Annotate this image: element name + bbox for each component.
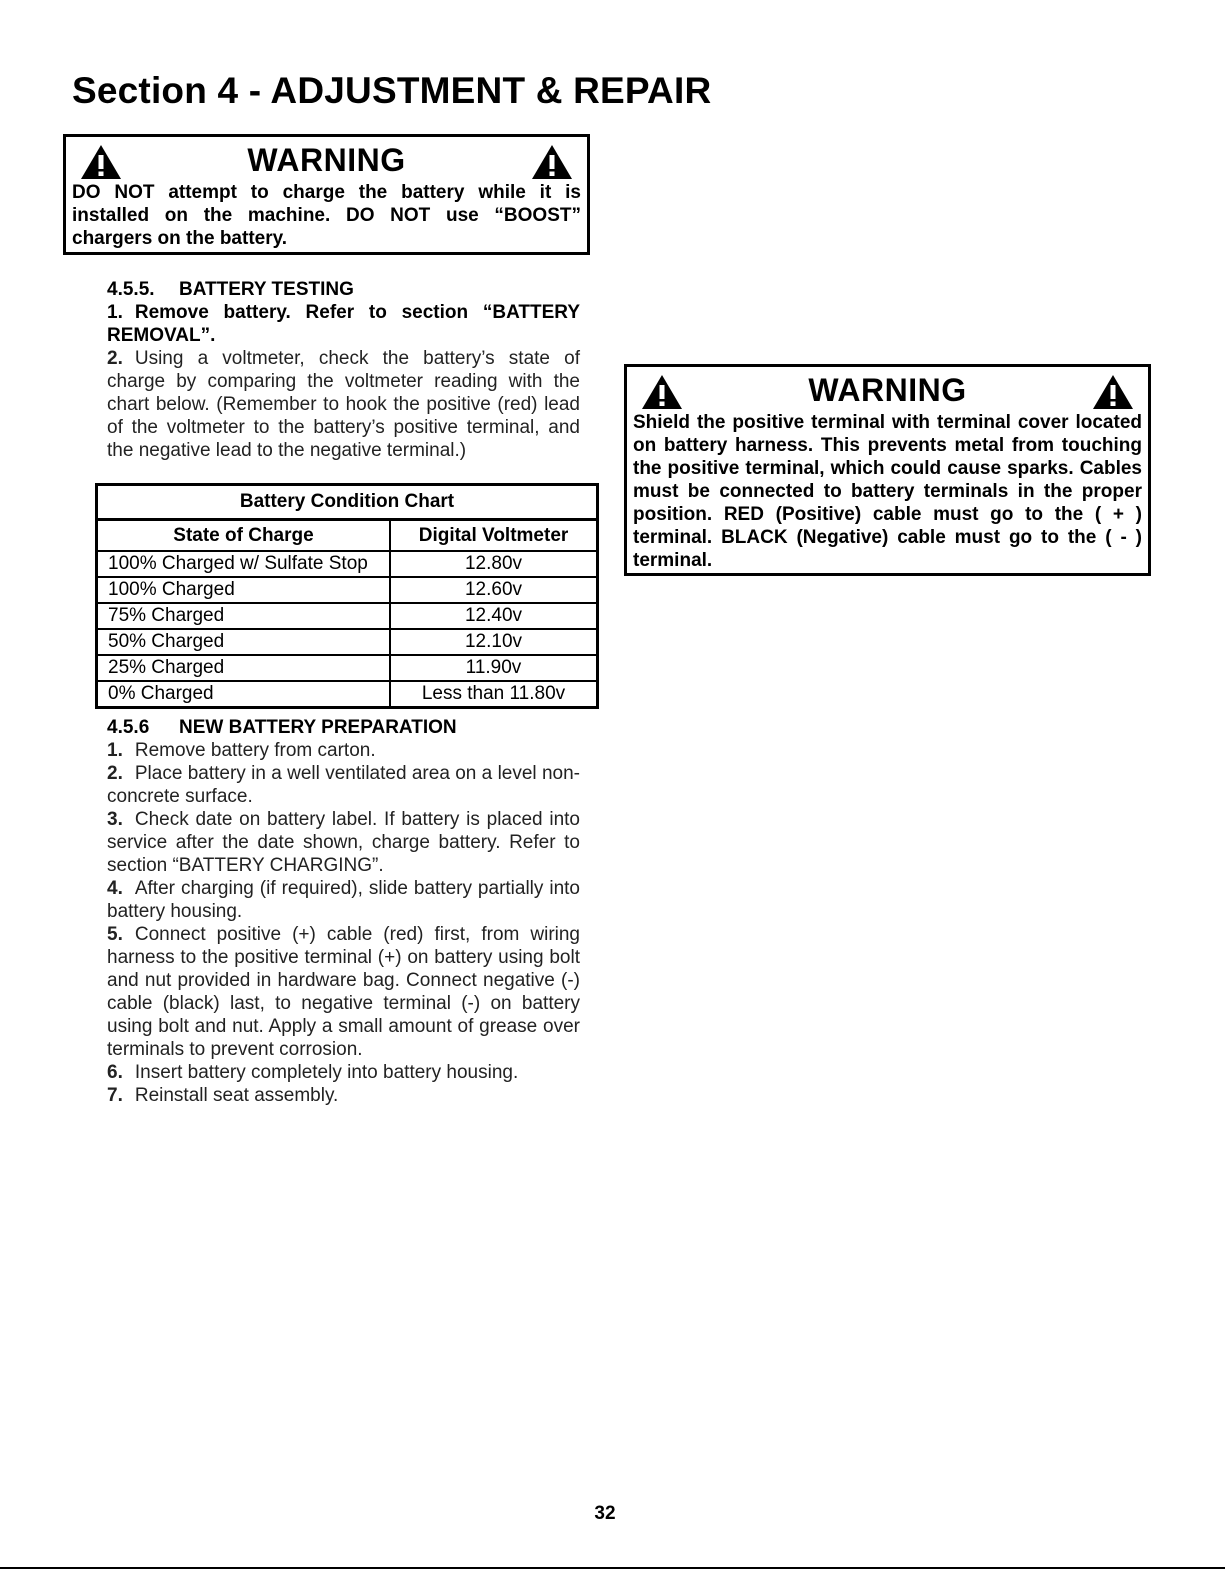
battery-condition-table (98, 486, 596, 706)
warning-triangle-icon (80, 144, 122, 180)
step-item (107, 1061, 580, 1084)
battery-condition-chart (95, 483, 599, 709)
step-item (107, 762, 580, 808)
step-item (107, 1084, 580, 1107)
step-item (107, 808, 580, 877)
step-number: 1. (107, 740, 123, 761)
step-text: Using a voltmeter, check the battery’s state of charge by comparing the voltmeter reading with the chart below. (Remember to hook the positive (red) lead of the voltmeter to the battery’s positive terminal, and the negative lead to the negative terminal.) (107, 348, 580, 461)
voltage-cell: 12.10v (390, 629, 596, 655)
warning-heading: WARNING (808, 372, 967, 408)
step-number: 5. (107, 924, 123, 945)
table-row (98, 655, 596, 681)
section-number: 4.5.6 (107, 717, 150, 738)
warning-triangle-icon (641, 374, 683, 410)
step-number: 4. (107, 878, 123, 899)
state-cell: 50% Charged (98, 629, 390, 655)
step-number: 6. (107, 1062, 123, 1083)
step-text: Place battery in a well ventilated area on a level non-concrete surface. (107, 763, 580, 807)
state-cell: 100% Charged w/ Sulfate Stop (98, 551, 390, 577)
step-number: 2. (107, 348, 123, 369)
battery-testing-section (107, 278, 580, 462)
step-text: Check date on battery label. If battery is placed into service after the date shown, charge battery. Refer to section “BATTERY CHARGING”. (107, 809, 580, 876)
chart-title: Battery Condition Chart (98, 486, 596, 520)
voltage-cell: 12.40v (390, 603, 596, 629)
step-item (107, 923, 580, 1061)
step-text: Connect positive (+) cable (red) first, from wiring harness to the positive terminal (+) on battery using bolt and nut provided in hardware bag. Connect negative (-) cable (black) last, to negative terminal (-) on battery using bolt and nut. Apply a small amount of grease over terminals to prevent corrosion. (107, 924, 580, 1060)
warning-triangle-icon (531, 144, 573, 180)
step-item (107, 739, 580, 762)
section-number: 4.5.5. (107, 279, 155, 300)
step-item (107, 301, 580, 347)
table-row (98, 603, 596, 629)
step-number: 3. (107, 809, 123, 830)
warning-text: DO NOT attempt to charge the battery while it is installed on the machine. DO NOT use “BOOST” chargers on the battery. (72, 182, 581, 249)
table-row (98, 577, 596, 603)
warning-triangle-icon (1092, 374, 1134, 410)
warning-box-charging (63, 134, 590, 255)
step-number: 7. (107, 1085, 123, 1106)
state-cell: 75% Charged (98, 603, 390, 629)
step-number: 1. (107, 302, 123, 323)
column-header: Digital Voltmeter (390, 520, 596, 552)
bottom-divider (0, 1567, 1225, 1569)
step-text: Remove battery. Refer to section “BATTERY REMOVAL”. (107, 302, 580, 346)
state-cell: 0% Charged (98, 681, 390, 706)
state-cell: 100% Charged (98, 577, 390, 603)
step-text: Reinstall seat assembly. (134, 1085, 339, 1106)
voltage-cell: 12.60v (390, 577, 596, 603)
warning-header (72, 137, 581, 181)
page-number: 32 (594, 1503, 616, 1524)
warning-text: Shield the positive terminal with terminal cover located on battery harness. This prevents metal from touching the positive terminal, which could cause sparks. Cables must be connected to battery terminals in the proper position. RED (Positive) cable must go to the ( + ) terminal. BLACK (Negative) cable must go to the ( - ) terminal. (633, 412, 1142, 571)
section-heading (107, 716, 580, 739)
column-header: State of Charge (98, 520, 390, 552)
table-row (98, 681, 596, 706)
warning-box-terminal (624, 364, 1151, 576)
table-row (98, 629, 596, 655)
new-battery-section (107, 716, 580, 1107)
warning-heading: WARNING (247, 142, 406, 178)
step-text: Insert battery completely into battery housing. (134, 1062, 519, 1083)
table-row (98, 551, 596, 577)
page-title: Section 4 - ADJUSTMENT & REPAIR (72, 70, 712, 111)
section-title: NEW BATTERY PREPARATION (179, 717, 457, 738)
step-number: 2. (107, 763, 123, 784)
voltage-cell: Less than 11.80v (421, 683, 566, 704)
voltage-cell: 12.80v (390, 551, 596, 577)
section-title: BATTERY TESTING (179, 279, 354, 300)
section-heading (107, 278, 580, 301)
step-text: After charging (if required), slide battery partially into battery housing. (107, 878, 580, 922)
state-cell: 25% Charged (98, 655, 390, 681)
step-item (107, 347, 580, 462)
warning-header (633, 367, 1142, 411)
step-text: Remove battery from carton. (134, 740, 376, 761)
step-item (107, 877, 580, 923)
voltage-cell: 11.90v (390, 655, 596, 681)
